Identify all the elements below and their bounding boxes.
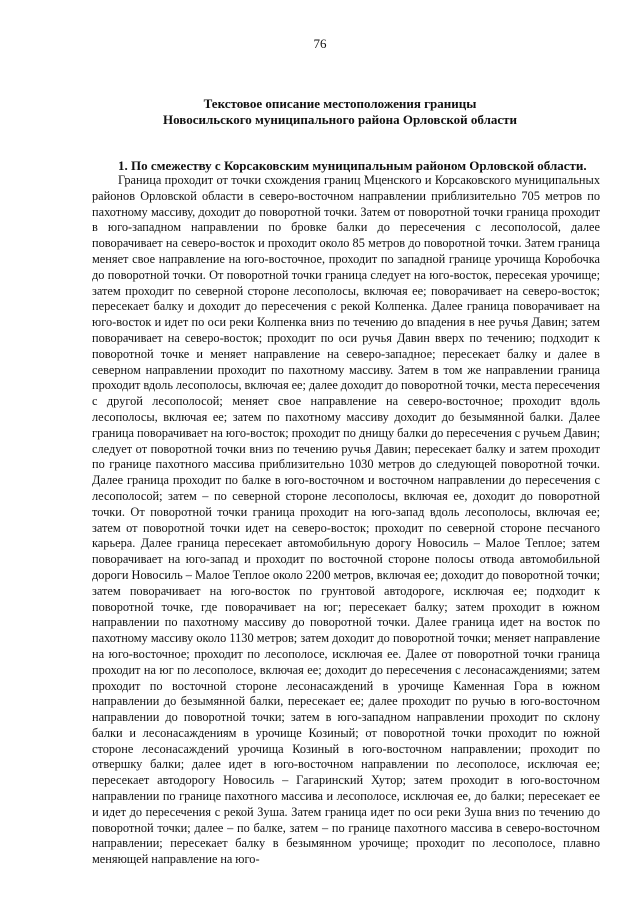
document-title-line-1: Текстовое описание местоположения границы: [203, 96, 477, 111]
section-heading: 1. По смежеству с Корсаковским муниципальным районом Орловской области.: [118, 158, 587, 173]
document-title-line-2: Новосильского муниципального района Орловской области: [162, 112, 518, 127]
document-title: [100, 96, 580, 128]
page-number: 76: [313, 36, 327, 51]
section-body-paragraph: Граница проходит от точки схождения границ Мценского и Корсаковского муниципальных районов Орловской области в северо-восточном направлении приблизительно 705 метров по пахотному массиву, доходит до поворотной точки. Затем от поворотной точки граница проходит в юго-западном направлении по бровке балки до пересечения с лесополосой, далее поворачивает на северо-восток и проходит около 85 метров до поворотной точки. Затем граница меняет свое направление на юго-восточное, проходит по западной границе урочища Коробочка до поворотной точки. От поворотной точки граница следует на юго-восток, пересекая урочище; затем проходит по северной стороне лесополосы, включая ее; поворачивает на северо-восток; пересекает балку и доходит до пересечения с рекой Колпенка. Далее граница поворачивает на юго-восток и идет по оси реки Колпенка вниз по течению до впадения в нее ручья Давин; затем поворачивает на северо-восток; проходит по оси ручья Давин вверх по течению; подходит к поворотной точке и меняет направление на северо-западное; пересекает балку и далее в северном направлении проходит по пахотному массиву. Затем в том же направлении граница проходит вдоль лесополосы, включая ее; далее доходит до поворотной точки, места пересечения с другой лесополосой; меняет свое направление на северо-восточное; проходит вдоль лесополосы, включая ее; затем по пахотному массиву доходит до безымянной балки. Далее граница поворачивает на юго-восток; проходит по днищу балки до пересечения с ручьем Давин; следует от поворотной точки вниз по течению ручья Давин; пересекает балку и затем проходит по границе пахотного массива приблизительно 1030 метров до следующей поворотной точки. Далее граница проходит по балке в юго-восточном и восточном направлении до пересечения с лесополосой; затем – по северной стороне лесополосы, включая ее, доходит до поворотной точки. От поворотной точки граница проходит на юго-запад вдоль лесополосы, включая ее; затем от поворотной точки идет на северо-восток; проходит по северной стороне песчаного карьера. Далее граница пересекает автомобильную дорогу Новосиль – Малое Теплое; затем поворачивает на юго-запад и проходит по восточной стороне полосы отвода автомобильной дороги Новосиль – Малое Теплое около 2200 метров, включая ее; доходит до поворотной точки; затем поворачивает на юго-восток по грунтовой автодороге, исключая ее; подходит к поворотной точке, где поворачивает на юг; пересекает балку; затем проходит в южном направлении по пахотному массиву до поворотной точки. Далее граница идет на восток по пахотному массиву около 1130 метров; затем доходит до поворотной точки; меняет направление на юго-восточное; проходит по лесополосе, исключая ее. Далее от поворотной точки граница проходит на юг по лесополосе, включая ее; доходит до пересечения с лесонасаждениями; затем проходит по восточной стороне лесонасаждений в урочище Каменная Гора в южном направлении до безымянной балки, пересекает ее; далее проходит по ручью в юго-восточном направлении до поворотной точки; затем в юго-западном направлении проходит по склону балки и лесонасаждениям в урочище Козиный; от поворотной точки проходит по южной стороне лесонасаждений урочища Козиный в юго-восточном направлении; проходит по отвершку балки; далее идет в юго-восточном направлении по лесополосе, исключая ее; пересекает автодорогу Новосиль – Гагаринский Хутор; затем проходит в юго-восточном направлении по границе пахотного массива и лесополосе, исключая ее, до балки; пересекает ее и идет до пересечения с рекой Зуша. Затем граница идет по оси реки Зуша вниз по течению до поворотной точки; далее – по балке, затем – по границе пахотного массива в северо-восточном направлении; пересекает балку в безымянном урочище; проходит по лесополосе, плавно меняющей направление на юго-: [92, 173, 600, 867]
